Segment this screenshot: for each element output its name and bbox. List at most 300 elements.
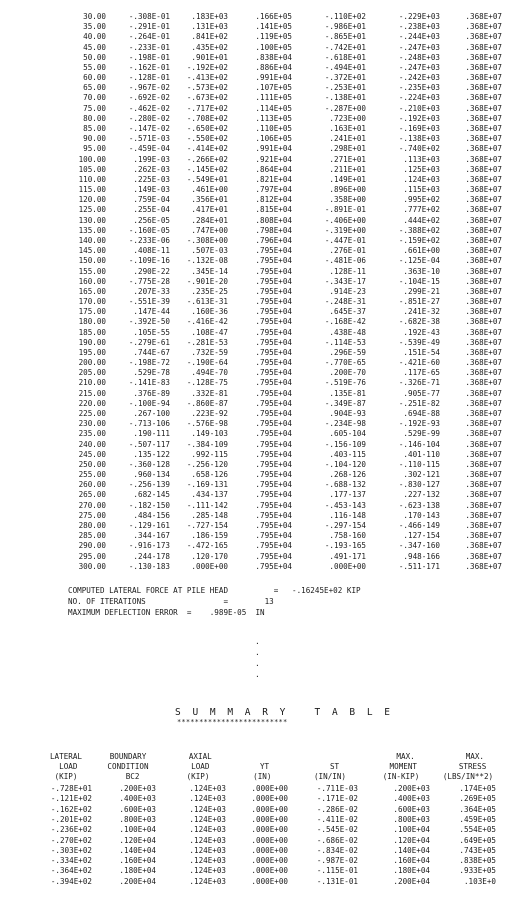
table-cell: .795E+04: [255, 256, 292, 266]
table-cell: 300.00: [78, 561, 106, 571]
table-cell: .368E+07: [465, 286, 502, 296]
table-cell: .747E+00: [191, 225, 228, 235]
table-cell: .507E-03: [191, 246, 228, 256]
table-cell: .368E+07: [465, 225, 502, 235]
table-cell: 55.00: [83, 62, 106, 72]
table-cell: -.384-109: [186, 439, 228, 449]
summary-cell: .124E+03: [189, 835, 226, 845]
table-cell: .100E+05: [255, 42, 292, 52]
table-cell: .190-111: [133, 429, 170, 439]
summary-cell: -.686E-02: [316, 835, 358, 845]
table-cell: .995E+02: [403, 195, 440, 205]
table-cell: .113E+05: [255, 113, 292, 123]
table-cell: -.145E+02: [186, 164, 228, 174]
table-cell: .368E+07: [465, 439, 502, 449]
table-cell: .284E+01: [191, 215, 228, 225]
table-cell: 85.00: [83, 123, 106, 133]
table-cell: 160.00: [78, 276, 106, 286]
table-cell: -.229E+03: [398, 12, 440, 21]
table-cell: .225E-03: [133, 174, 170, 184]
table-cell: .368E+07: [465, 174, 502, 184]
summary-cell: .120E+04: [119, 835, 156, 845]
summary-column-header: ST (IN/IN): [313, 762, 346, 781]
table-cell: .200E-70: [329, 368, 366, 378]
summary-cell: -.728E+01: [50, 784, 92, 793]
table-cell: .368E+07: [465, 134, 502, 144]
table-cell: -.141E-83: [128, 378, 170, 388]
summary-cell: .000E+00: [251, 835, 288, 845]
table-cell: .149E-03: [133, 185, 170, 195]
table-cell: .759E-04: [133, 195, 170, 205]
table-cell: .438E-48: [329, 327, 366, 337]
table-cell: -.128E-01: [128, 73, 170, 83]
table-cell: .797E+04: [255, 185, 292, 195]
table-cell: 120.00: [78, 195, 106, 205]
table-cell: .160E-36: [191, 307, 228, 317]
summary-cell: -.334E+02: [50, 856, 92, 866]
table-cell: -.256-139: [128, 480, 170, 490]
table-cell: -.210E+03: [398, 103, 440, 113]
table-cell: -.682E-38: [398, 317, 440, 327]
table-cell: .207E-33: [133, 286, 170, 296]
summary-cell: .124E+03: [189, 784, 226, 793]
table-cell: 275.00: [78, 510, 106, 520]
table-cell: -.860E-87: [186, 398, 228, 408]
table-cell: 110.00: [78, 174, 106, 184]
table-cell: -.673E+02: [186, 93, 228, 103]
table-cell: .368E+07: [465, 185, 502, 195]
table-cell: -.192E+03: [398, 113, 440, 123]
summary-cell: .364E+05: [459, 804, 496, 814]
table-cell: 95.00: [83, 144, 106, 154]
summary-cell: .200E+04: [119, 876, 156, 886]
table-cell: -.190E-64: [186, 358, 228, 368]
table-cell: .113E+03: [403, 154, 440, 164]
summary-cell: .103E+0: [463, 876, 496, 886]
table-cell: 215.00: [78, 388, 106, 398]
table-cell: .991E+04: [255, 144, 292, 154]
table-cell: .368E+07: [465, 215, 502, 225]
table-cell: .812E+04: [255, 195, 292, 205]
summary-cell: .000E+00: [251, 814, 288, 824]
table-cell: .795E+04: [255, 378, 292, 388]
summary-column-header: MAX. MOMENT (IN-KIP): [382, 752, 420, 781]
table-cell: -.253E+01: [324, 83, 366, 93]
table-cell: .368E+07: [465, 235, 502, 245]
table-cell: .368E+07: [465, 429, 502, 439]
table-cell: 205.00: [78, 368, 106, 378]
table-cell: .605-104: [329, 429, 366, 439]
table-cell: .255E-04: [133, 205, 170, 215]
table-cell: .368E+07: [465, 93, 502, 103]
table-cell: -.519E-76: [324, 378, 366, 388]
summary-cell: .800E+03: [119, 814, 156, 824]
summary-cell: -.270E+02: [50, 835, 92, 845]
table-cell: -.453-143: [324, 500, 366, 510]
table-cell: -.650E+02: [186, 123, 228, 133]
table-cell: -.156-109: [324, 439, 366, 449]
table-cell: .758-160: [329, 531, 366, 541]
table-cell: -.125E-04: [398, 256, 440, 266]
table-cell: -.256-120: [186, 459, 228, 469]
table-cell: .795E+04: [255, 286, 292, 296]
summary-cell: -.162E+02: [50, 804, 92, 814]
table-cell: -.830-127: [398, 480, 440, 490]
summary-cell: -.131E-01: [316, 876, 358, 886]
table-cell: -.182-150: [128, 500, 170, 510]
summary-cell: .120E+04: [393, 835, 430, 845]
table-cell: .904E-93: [329, 409, 366, 419]
table-cell: -.319E+00: [324, 225, 366, 235]
table-cell: -.770E-65: [324, 358, 366, 368]
table-cell: .368E+07: [465, 144, 502, 154]
table-cell: .298E+01: [329, 144, 366, 154]
table-cell: .408E-11: [133, 246, 170, 256]
table-cell: -.494E+01: [324, 62, 366, 72]
table-cell: .645E-37: [329, 307, 366, 317]
table-cell: -.308E+00: [186, 235, 228, 245]
table-cell: -.104E-15: [398, 276, 440, 286]
summary-column-header: YT (IN): [253, 762, 272, 781]
table-cell: .795E+04: [255, 490, 292, 500]
summary-cell: .400E+03: [119, 794, 156, 804]
table-cell: .795E+04: [255, 317, 292, 327]
table-cell: -.727-154: [186, 521, 228, 530]
summary-cell: .124E+03: [189, 794, 226, 804]
table-cell: .368E+07: [465, 398, 502, 408]
table-cell: .795E+04: [255, 347, 292, 357]
table-cell: .434-137: [191, 490, 228, 500]
table-cell: -.462E-02: [128, 103, 170, 113]
table-cell: .290E-22: [133, 266, 170, 276]
table-cell: -.248E-31: [324, 297, 366, 307]
table-cell: -.192E+02: [186, 62, 228, 72]
table-cell: .356E+01: [191, 195, 228, 205]
summary-cell: .140E+04: [119, 845, 156, 855]
table-cell: -.192E-93: [398, 419, 440, 429]
table-cell: 190.00: [78, 337, 106, 347]
table-cell: .368E+07: [465, 103, 502, 113]
table-cell: -.740E+02: [398, 144, 440, 154]
table-cell: -.233E-06: [128, 235, 170, 245]
table-cell: -.132E-08: [186, 256, 228, 266]
summary-cell: .124E+03: [189, 804, 226, 814]
table-cell: .368E+07: [465, 42, 502, 52]
table-cell: .128E-11: [329, 266, 366, 276]
table-cell: .948-166: [403, 551, 440, 561]
table-cell: .368E+07: [465, 490, 502, 500]
table-cell: -.247E+03: [398, 62, 440, 72]
table-cell: .368E+07: [465, 307, 502, 317]
table-cell: -.916-173: [128, 541, 170, 551]
table-cell: 35.00: [83, 22, 106, 32]
table-cell: -.198E-01: [128, 52, 170, 62]
table-cell: .358E+00: [329, 195, 366, 205]
table-cell: .795E+04: [255, 500, 292, 510]
table-cell: .821E+04: [255, 174, 292, 184]
table-cell: .914E-23: [329, 286, 366, 296]
table-cell: .147E-44: [133, 307, 170, 317]
table-cell: .796E+04: [255, 235, 292, 245]
summary-cell: -.303E+02: [50, 845, 92, 855]
table-cell: 235.00: [78, 429, 106, 439]
table-cell: -.291E-01: [128, 22, 170, 32]
table-cell: .368E+07: [465, 266, 502, 276]
table-cell: .166E+05: [255, 12, 292, 21]
summary-cell: .800E+03: [393, 814, 430, 824]
table-cell: .744E-67: [133, 347, 170, 357]
table-cell: -.688-132: [324, 480, 366, 490]
table-cell: 250.00: [78, 459, 106, 469]
table-cell: .795E+04: [255, 266, 292, 276]
table-cell: .723E+00: [329, 113, 366, 123]
summary-cell: .743E+05: [459, 845, 496, 855]
table-cell: .299E-21: [403, 286, 440, 296]
table-cell: -.539E-49: [398, 337, 440, 347]
table-cell: -.326E-71: [398, 378, 440, 388]
table-cell: -.481E-06: [324, 256, 366, 266]
summary-cell: .600E+03: [119, 804, 156, 814]
table-cell: .368E+07: [465, 510, 502, 520]
table-cell: .529E-99: [403, 429, 440, 439]
table-cell: 50.00: [83, 52, 106, 62]
table-cell: -.159E+02: [398, 235, 440, 245]
table-cell: .116-148: [329, 510, 366, 520]
table-cell: -.347-160: [398, 541, 440, 551]
summary-cell: .838E+05: [459, 856, 496, 866]
table-cell: -.247E+03: [398, 42, 440, 52]
table-cell: .795E+04: [255, 409, 292, 419]
table-cell: .661E+00: [403, 246, 440, 256]
table-cell: .368E+07: [465, 32, 502, 42]
table-cell: -.111-142: [186, 500, 228, 510]
table-cell: 90.00: [83, 134, 106, 144]
summary-cell: .200E+04: [393, 876, 430, 886]
table-cell: -.708E+02: [186, 113, 228, 123]
table-cell: 150.00: [78, 256, 106, 266]
table-cell: -.416E-42: [186, 317, 228, 327]
table-cell: -.147E-02: [128, 123, 170, 133]
table-cell: .368E+07: [465, 409, 502, 419]
table-cell: .131E+03: [191, 22, 228, 32]
table-cell: -.414E+02: [186, 144, 228, 154]
table-cell: 70.00: [83, 93, 106, 103]
table-cell: -.198E-72: [128, 358, 170, 368]
table-cell: .368E+07: [465, 449, 502, 459]
table-cell: .368E+07: [465, 154, 502, 164]
table-cell: -.233E-01: [128, 42, 170, 52]
table-cell: .368E+07: [465, 561, 502, 571]
table-cell: .163E+01: [329, 123, 366, 133]
table-cell: -.169E+03: [398, 123, 440, 133]
table-cell: .244-178: [133, 551, 170, 561]
table-cell: 60.00: [83, 73, 106, 83]
table-cell: -.618E+01: [324, 52, 366, 62]
summary-cell: .140E+04: [393, 845, 430, 855]
table-cell: .256E-05: [133, 215, 170, 225]
table-cell: .000E+00: [329, 561, 366, 571]
summary-cell: .180E+04: [119, 866, 156, 876]
table-cell: -.466-149: [398, 521, 440, 530]
summary-cell: .124E+03: [189, 845, 226, 855]
table-cell: 180.00: [78, 317, 106, 327]
table-cell: .484-156: [133, 510, 170, 520]
table-cell: .111E+05: [255, 93, 292, 103]
table-cell: 115.00: [78, 185, 106, 195]
table-cell: .491-171: [329, 551, 366, 561]
table-cell: 210.00: [78, 378, 106, 388]
table-cell: -.235E+03: [398, 83, 440, 93]
table-cell: .417E+01: [191, 205, 228, 215]
summary-cell: .269E+05: [459, 794, 496, 804]
table-cell: -.266E+02: [186, 154, 228, 164]
table-cell: -.349E-87: [324, 398, 366, 408]
table-cell: -.110E+02: [324, 12, 366, 21]
table-cell: -.388E+02: [398, 225, 440, 235]
table-cell: -.238E+03: [398, 22, 440, 32]
table-cell: .211E+01: [329, 164, 366, 174]
table-cell: 220.00: [78, 398, 106, 408]
table-cell: .192E-43: [403, 327, 440, 337]
table-cell: .141E+05: [255, 22, 292, 32]
iterations-line: NO. OF ITERATIONS = 13: [68, 597, 274, 606]
table-cell: .795E+04: [255, 459, 292, 469]
table-cell: 130.00: [78, 215, 106, 225]
table-cell: .694E-88: [403, 409, 440, 419]
summary-cell: .124E+03: [189, 825, 226, 835]
summary-cell: -.201E+02: [50, 814, 92, 824]
table-cell: .403-115: [329, 449, 366, 459]
table-cell: -.160E-05: [128, 225, 170, 235]
summary-cell: -.121E+02: [50, 794, 92, 804]
table-cell: -.138E+03: [398, 134, 440, 144]
table-cell: .795E+04: [255, 470, 292, 480]
table-cell: 240.00: [78, 439, 106, 449]
table-cell: .991E+04: [255, 73, 292, 83]
table-cell: .886E+04: [255, 62, 292, 72]
table-cell: -.104-120: [324, 459, 366, 469]
table-cell: -.967E-02: [128, 83, 170, 93]
table-cell: -.459E-04: [128, 144, 170, 154]
table-cell: 230.00: [78, 419, 106, 429]
summary-cell: .459E+05: [459, 814, 496, 824]
table-cell: .795E+04: [255, 246, 292, 256]
table-cell: -.280E-02: [128, 113, 170, 123]
table-cell: 185.00: [78, 327, 106, 337]
table-cell: .529E-78: [133, 368, 170, 378]
table-cell: .795E+04: [255, 531, 292, 541]
table-cell: -.507-117: [128, 439, 170, 449]
summary-cell: .160E+04: [393, 856, 430, 866]
table-cell: -.224E+03: [398, 93, 440, 103]
table-cell: .120-170: [191, 551, 228, 561]
table-cell: .125E+03: [403, 164, 440, 174]
table-cell: .227-132: [403, 490, 440, 500]
table-cell: .901E+01: [191, 52, 228, 62]
table-cell: .368E+07: [465, 22, 502, 32]
table-cell: .795E+04: [255, 276, 292, 286]
summary-cell: .124E+03: [189, 876, 226, 886]
table-cell: .368E+07: [465, 521, 502, 530]
table-cell: .262E-03: [133, 164, 170, 174]
table-cell: .368E+07: [465, 246, 502, 256]
table-cell: .795E+04: [255, 307, 292, 317]
table-cell: .268-126: [329, 470, 366, 480]
table-cell: -.169-131: [186, 480, 228, 490]
table-cell: .368E+07: [465, 470, 502, 480]
summary-cell: .000E+00: [251, 804, 288, 814]
table-cell: 280.00: [78, 521, 106, 530]
summary-cell: .000E+00: [251, 784, 288, 793]
table-cell: .276E-01: [329, 246, 366, 256]
table-cell: .921E+04: [255, 154, 292, 164]
summary-cell: -.286E-02: [316, 804, 358, 814]
table-cell: .368E+07: [465, 551, 502, 561]
table-cell: -.511-171: [398, 561, 440, 571]
table-cell: .117E-65: [403, 368, 440, 378]
table-cell: -.623-138: [398, 500, 440, 510]
table-cell: -.717E+02: [186, 103, 228, 113]
summary-cell: .160E+04: [119, 856, 156, 866]
table-cell: 225.00: [78, 409, 106, 419]
summary-cell: .124E+03: [189, 866, 226, 876]
table-cell: .114E+05: [255, 103, 292, 113]
table-cell: 170.00: [78, 297, 106, 307]
table-cell: -.392E-50: [128, 317, 170, 327]
table-cell: .368E+07: [465, 500, 502, 510]
table-cell: -.891E-01: [324, 205, 366, 215]
table-cell: .732E-59: [191, 347, 228, 357]
table-cell: .368E+07: [465, 337, 502, 347]
table-cell: .795E+04: [255, 398, 292, 408]
table-cell: .777E+02: [403, 205, 440, 215]
table-cell: -.713-106: [128, 419, 170, 429]
table-cell: .368E+07: [465, 123, 502, 133]
table-cell: -.193-165: [324, 541, 366, 551]
summary-cell: -.171E-02: [316, 794, 358, 804]
table-cell: 285.00: [78, 531, 106, 541]
table-cell: .199E-03: [133, 154, 170, 164]
table-cell: -.549E+01: [186, 174, 228, 184]
table-cell: .368E+07: [465, 52, 502, 62]
table-cell: -.264E-01: [128, 32, 170, 42]
table-cell: -.742E+01: [324, 42, 366, 52]
table-cell: .149E+01: [329, 174, 366, 184]
table-cell: -.901E-20: [186, 276, 228, 286]
summary-cell: .180E+04: [393, 866, 430, 876]
table-cell: .170-143: [403, 510, 440, 520]
table-cell: 100.00: [78, 154, 106, 164]
table-cell: .795E+04: [255, 419, 292, 429]
table-cell: .795E+04: [255, 368, 292, 378]
table-cell: -.372E+01: [324, 73, 366, 83]
table-cell: .115E+03: [403, 185, 440, 195]
table-cell: .795E+04: [255, 561, 292, 571]
table-cell: -.447E-01: [324, 235, 366, 245]
table-cell: .435E+02: [191, 42, 228, 52]
summary-cell: .000E+00: [251, 794, 288, 804]
table-cell: .841E+02: [191, 32, 228, 42]
table-cell: .368E+07: [465, 256, 502, 266]
table-cell: .368E+07: [465, 419, 502, 429]
table-cell: .368E+07: [465, 113, 502, 123]
table-cell: .344-167: [133, 531, 170, 541]
table-cell: .494E-70: [191, 368, 228, 378]
table-cell: -.573E+02: [186, 83, 228, 93]
table-cell: .896E+00: [329, 185, 366, 195]
table-cell: -.146-104: [398, 439, 440, 449]
summary-cell: .649E+05: [459, 835, 496, 845]
